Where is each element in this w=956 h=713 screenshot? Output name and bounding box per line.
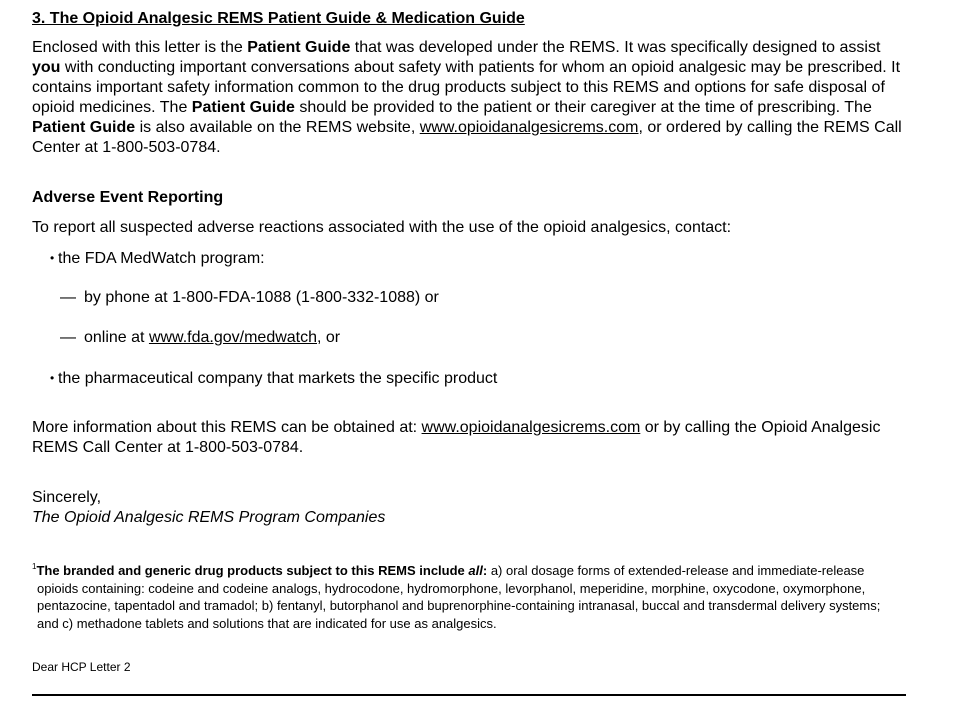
- bold-term: Patient Guide: [32, 119, 136, 136]
- footer-rule: [32, 694, 906, 696]
- bullet-pharma: [50, 368, 497, 389]
- footnote-marker: 1: [32, 562, 37, 571]
- text-run: More information about this REMS can be obtained at:: [32, 419, 422, 436]
- bold-term: Patient Guide: [191, 99, 295, 116]
- bullet-medwatch: [50, 248, 265, 269]
- bullet-icon: •: [50, 251, 55, 265]
- text-run: or by calling the Opioid Analgesic REMS Call Center at 1-800-503-0784.: [32, 419, 881, 456]
- text-run: should be provided to the patient or their caregiver at the time of prescribing. The: [294, 99, 872, 116]
- section-heading: 3. The Opioid Analgesic REMS Patient Guide & Medication Guide: [32, 10, 525, 27]
- salutation: Sincerely,: [32, 489, 102, 506]
- footnote-text: a) oral dosage forms of extended-release and immediate-release opioids containing: codeine and codeine analogs, hydrocodone, hydromorphone, levorphanol, meperidine, morphine, oxycodone, oxymorphone, pentazocine, tapentadol and tramadol; b) fentanyl, butorphanol and buprenorphine-containing intranasal, buccal and transdermal delivery systems; and c) methadone tablets and solutions that are indicated for use as analgesics.: [37, 563, 881, 631]
- text-run: that was developed under the REMS. It was specifically designed to assist: [350, 39, 881, 56]
- subitem-phone: [60, 288, 439, 308]
- footer-label: Dear HCP Letter 2: [32, 660, 131, 674]
- text-run: , or ordered by calling the REMS Call Center at 1-800-503-0784.: [32, 119, 902, 156]
- rems-website-link[interactable]: www.opioidanalgesicrems.com: [421, 419, 641, 436]
- adverse-event-intro: To report all suspected adverse reactions associated with the use of the opioid analgesics, contact:: [32, 219, 732, 236]
- subitem-text: , or: [317, 329, 341, 346]
- patient-guide-paragraph: [32, 38, 906, 158]
- subitem-online: [60, 328, 340, 348]
- bullet-text: the pharmaceutical company that markets the specific product: [58, 370, 498, 387]
- medwatch-link[interactable]: www.fda.gov/medwatch: [148, 329, 318, 346]
- italic-term: all: [468, 563, 483, 578]
- dash-icon: —: [60, 329, 76, 346]
- bold-term: you: [32, 59, 61, 76]
- adverse-event-heading: Adverse Event Reporting: [32, 189, 224, 206]
- rems-website-link[interactable]: www.opioidanalgesicrems.com: [419, 119, 639, 136]
- text-run: Enclosed with this letter is the: [32, 39, 248, 56]
- text-run: The branded and generic drug products subject to this REMS include: [36, 563, 469, 578]
- footnote-bold: [36, 563, 487, 578]
- dash-icon: —: [60, 289, 76, 306]
- bullet-icon: •: [50, 371, 55, 385]
- signature: The Opioid Analgesic REMS Program Companies: [32, 509, 386, 526]
- text-run: with conducting important conversations about safety with patients for whom an opioid analgesic may be prescribed. It contains important safety information common to the drug products subject to this REMS and options for safe disposal of opioid medicines. The: [32, 59, 901, 116]
- text-run: :: [482, 563, 488, 578]
- more-info-paragraph: [32, 418, 906, 458]
- bold-term: Patient Guide: [247, 39, 351, 56]
- subitem-text: by phone at 1-800-FDA-1088 (1-800-332-1088) or: [84, 289, 439, 306]
- subitem-text: online at: [84, 329, 149, 346]
- bullet-text: the FDA MedWatch program:: [58, 250, 265, 267]
- footnote: [32, 558, 900, 632]
- text-run: is also available on the REMS website,: [135, 119, 420, 136]
